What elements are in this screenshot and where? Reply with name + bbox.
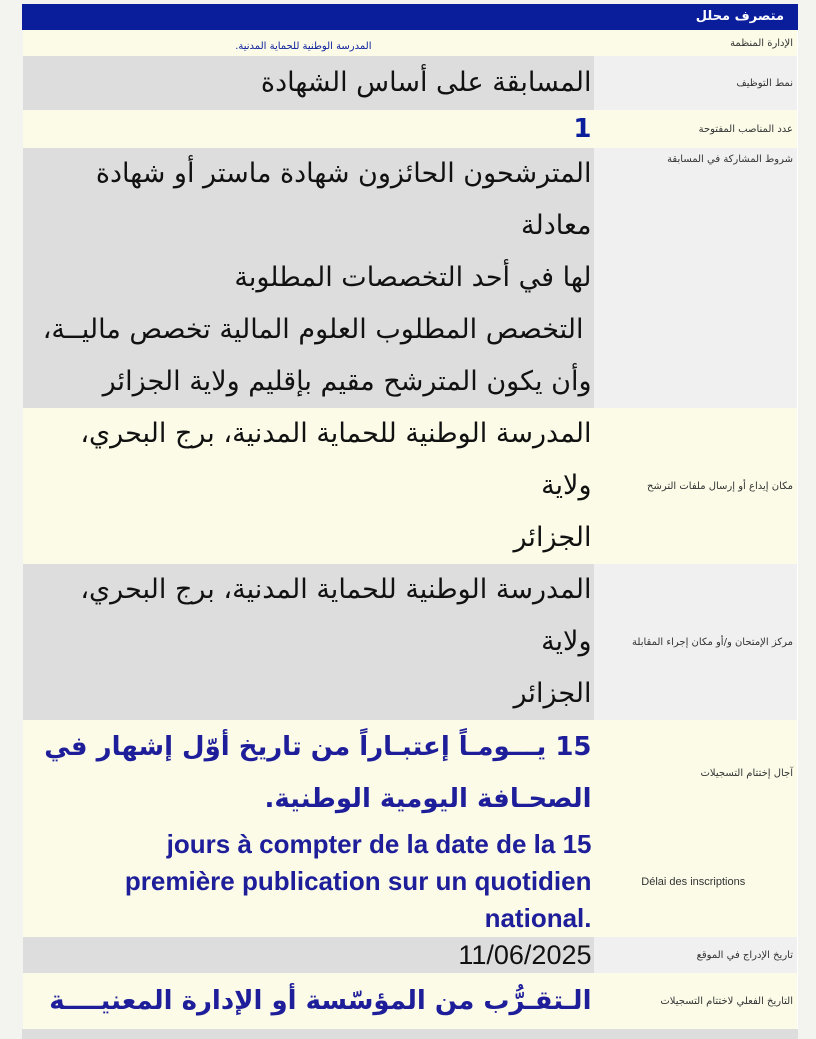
row-deadline-ar xyxy=(23,720,798,826)
row-open-positions xyxy=(23,110,798,148)
organizer-label: الإدارة المنظمة xyxy=(594,30,798,56)
row-conditions xyxy=(23,148,798,408)
open-positions-label: عدد المناصب المفتوحة xyxy=(594,110,798,148)
deadline-ar-line-1: 15 يـــومـاً إعتبـاراً من تاريخ أوّل إشهار في xyxy=(44,732,592,762)
conditions-line-2: لها في أحد التخصصات المطلوبة xyxy=(234,262,592,293)
deadline-fr-line-2: première publication sur un quotidien xyxy=(124,866,592,896)
exam-center-value xyxy=(23,564,594,720)
row-exam-center xyxy=(23,564,798,720)
open-positions-value xyxy=(23,110,594,148)
next-row-partial xyxy=(22,1029,798,1039)
row-posting-date xyxy=(23,937,798,973)
deposit-place-line-1: المدرسة الوطنية للحماية المدنية، برج البحري، ولاية xyxy=(80,418,592,501)
recruitment-type-value xyxy=(23,56,594,110)
actual-deadline-label: التاريخ الفعلي لاختتام التسجيلات xyxy=(594,973,798,1029)
row-actual-deadline xyxy=(23,973,798,1029)
job-details-table xyxy=(22,30,798,1029)
organizer-text: المدرسة الوطنية للحماية المدنية. xyxy=(235,40,372,52)
deadline-ar-value xyxy=(23,720,594,826)
exam-center-line-1: المدرسة الوطنية للحماية المدنية، برج البحري، ولاية xyxy=(80,574,592,657)
conditions-label: شروط المشاركة في المسابقة xyxy=(594,148,798,408)
row-organizer xyxy=(23,30,798,56)
open-positions-count: 1 xyxy=(573,114,592,144)
row-recruitment-type xyxy=(23,56,798,110)
conditions-line-1: المترشحون الحائزون شهادة ماستر أو شهادة معادلة xyxy=(95,158,592,241)
deadline-fr-line-3: .national xyxy=(484,903,592,933)
recruitment-type-label: نمط التوظيف xyxy=(594,56,798,110)
row-deposit-place xyxy=(23,408,798,564)
posting-date-text: 11/06/2025 xyxy=(458,939,592,970)
posting-date-value xyxy=(23,937,594,973)
exam-center-label: مركز الإمتحان و/أو مكان إجراء المقابلة xyxy=(594,564,798,720)
conditions-line-3: التخصص المطلوب العلوم المالية تخصص ماليــة، xyxy=(42,314,584,345)
job-details-sheet xyxy=(22,4,798,1016)
conditions-value xyxy=(23,148,594,408)
deadline-ar-label: آجال إختتام التسجيلات xyxy=(594,720,798,826)
deadline-fr-line-1: jours à compter de la date de la 15 xyxy=(166,829,592,859)
job-title-header: متصرف محلل xyxy=(22,4,798,30)
deadline-fr-label: Délai des inscriptions xyxy=(594,826,798,937)
conditions-line-4: وأن يكون المترشح مقيم بإقليم ولاية الجزائر xyxy=(102,366,592,397)
row-deadline-fr xyxy=(23,826,798,937)
deadline-fr-value xyxy=(23,826,594,937)
actual-deadline-text: الـتقـرُّب من المؤسّسة أو الإدارة المعنيــــة xyxy=(49,986,592,1016)
exam-center-line-2: الجزائر xyxy=(513,678,592,709)
organizer-value xyxy=(23,30,594,56)
posting-date-label: تاريخ الإدراج في الموقع xyxy=(594,937,798,973)
deadline-ar-line-2: الصحـافة اليومية الوطنية. xyxy=(264,784,592,814)
deposit-place-value xyxy=(23,408,594,564)
actual-deadline-value xyxy=(23,973,594,1029)
recruitment-type-text: المسابقة على أساس الشهادة xyxy=(260,67,592,98)
deposit-place-label: مكان إيداع أو إرسال ملفات الترشح xyxy=(594,408,798,564)
deposit-place-line-2: الجزائر xyxy=(513,522,592,553)
